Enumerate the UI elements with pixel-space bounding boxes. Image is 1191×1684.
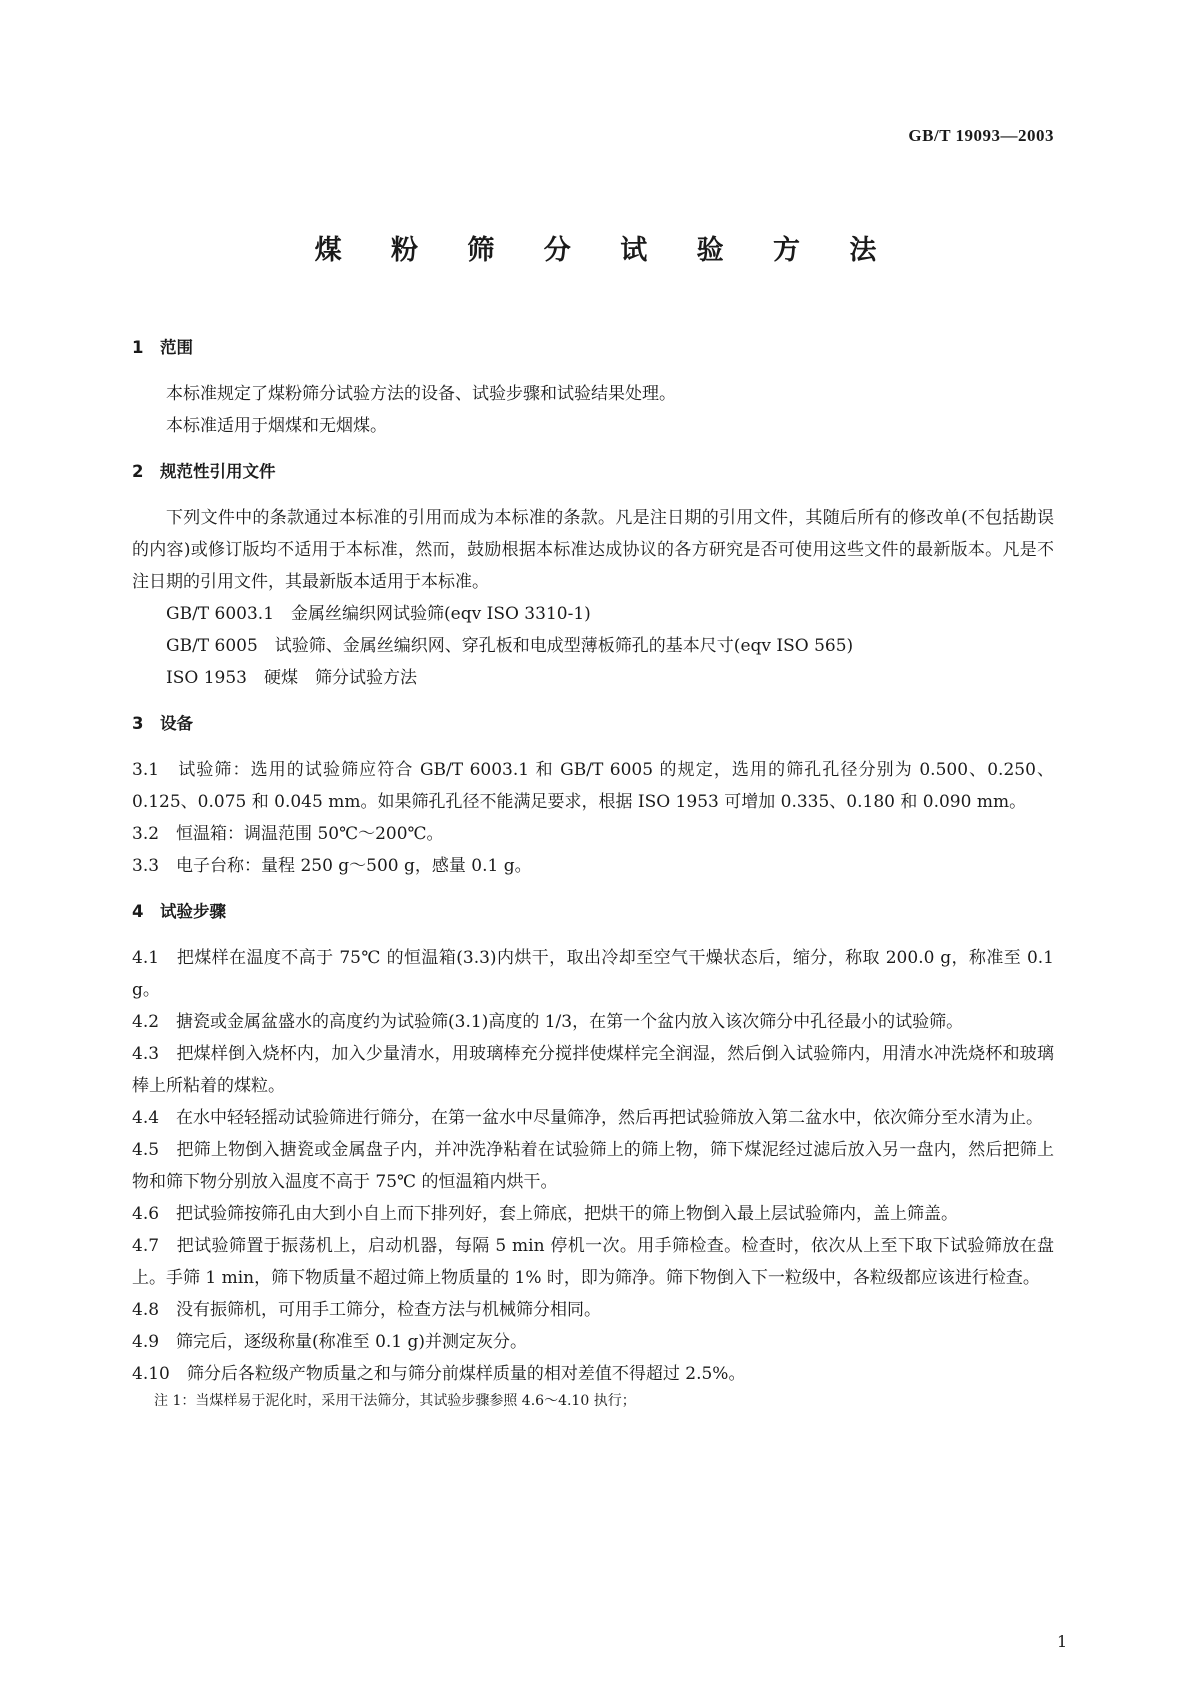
clause: 3.3 电子台称：量程 250 g～500 g，感量 0.1 g。 [132,856,532,876]
clause: 4.5 把筛上物倒入搪瓷或金属盘子内，并冲洗净粘着在试验筛上的筛上物，筛下煤泥经过滤后放入另一盘内，然后把筛上物和筛下物分别放入温度不高于 75℃ 的恒温箱内烘干。 [132,1140,1054,1192]
section-heading-scope [132,332,1054,364]
clause: 4.6 把试验筛按筛孔由大到小自上而下排列好，套上筛底，把烘干的筛上物倒入最上层试验筛内，盖上筛盖。 [132,1204,959,1224]
page-number: 1 [1057,1632,1068,1651]
section-number: 3 [132,714,144,733]
clause: 3.2 恒温箱：调温范围 50℃～200℃。 [132,824,444,844]
section-title: 设备 [160,714,193,733]
clause: 4.8 没有振筛机，可用手工筛分，检查方法与机械筛分相同。 [132,1300,602,1320]
section-number: 1 [132,338,144,357]
clause: 4.1 把煤样在温度不高于 75℃ 的恒温箱(3.3)内烘干，取出冷却至空气干燥状态后，缩分，称取 200.0 g，称准至 0.1 g。 [132,948,1054,1000]
section-title: 范围 [160,338,193,357]
reference-item: GB/T 6005 试验筛、金属丝编织网、穿孔板和电成型薄板筛孔的基本尺寸(eqv ISO 565) [166,636,854,656]
clause: 3.1 试验筛：选用的试验筛应符合 GB/T 6003.1 和 GB/T 6005 的规定，选用的筛孔孔径分别为 0.500、0.250、0.125、0.075 和 0.045 mm。如果筛孔孔径不能满足要求，根据 ISO 1953 可增加 0.335、0.180 和 0.090 mm。 [132,760,1054,812]
clause: 4.2 搪瓷或金属盆盛水的高度约为试验筛(3.1)高度的 1/3，在第一个盆内放入该次筛分中孔径最小的试验筛。 [132,1012,964,1032]
document-body [132,332,1054,1412]
clause: 4.4 在水中轻轻摇动试验筛进行筛分，在第一盆水中尽量筛净，然后再把试验筛放入第二盆水中，依次筛分至水清为止。 [132,1108,1044,1128]
clause: 4.7 把试验筛置于振荡机上，启动机器，每隔 5 min 停机一次。用手筛检查。检查时，依次从上至下取下试验筛放在盘上。手筛 1 min，筛下物质量不超过筛上物质量的 1% 时，即为筛净。筛下物倒入下一粒级中，各粒级都应该进行检查。 [132,1236,1054,1288]
section-number: 4 [132,902,144,921]
section-number: 2 [132,462,144,481]
paragraph: 下列文件中的条款通过本标准的引用而成为本标准的条款。凡是注日期的引用文件，其随后所有的修改单(不包括勘误的内容)或修订版均不适用于本标准，然而，鼓励根据本标准达成协议的各方研究是否可使用这些文件的最新版本。凡是不注日期的引用文件，其最新版本适用于本标准。 [132,508,1054,592]
section-heading-normative-references [132,456,1054,488]
paragraph: 本标准规定了煤粉筛分试验方法的设备、试验步骤和试验结果处理。 [166,384,676,404]
section-heading-procedure [132,896,1054,928]
reference-item: GB/T 6003.1 金属丝编织网试验筛(eqv ISO 3310-1) [166,604,591,624]
clause: 4.3 把煤样倒入烧杯内，加入少量清水，用玻璃棒充分搅拌使煤样完全润湿，然后倒入试验筛内，用清水冲洗烧杯和玻璃棒上所粘着的煤粒。 [132,1044,1054,1096]
section-heading-apparatus [132,708,1054,740]
section-title: 试验步骤 [160,902,226,921]
paragraph: 本标准适用于烟煤和无烟煤。 [166,416,387,436]
note: 注 1：当煤样易于泥化时，采用干法筛分，其试验步骤参照 4.6～4.10 执行； [154,1393,636,1409]
reference-item: ISO 1953 硬煤 筛分试验方法 [166,668,417,688]
document-title: 煤 粉 筛 分 试 验 方 法 [314,235,897,266]
standard-code: GB/T 19093—2003 [908,126,1054,145]
section-title: 规范性引用文件 [160,462,276,481]
clause: 4.9 筛完后，逐级称量(称准至 0.1 g)并测定灰分。 [132,1332,528,1352]
clause: 4.10 筛分后各粒级产物质量之和与筛分前煤样质量的相对差值不得超过 2.5%。 [132,1364,746,1384]
